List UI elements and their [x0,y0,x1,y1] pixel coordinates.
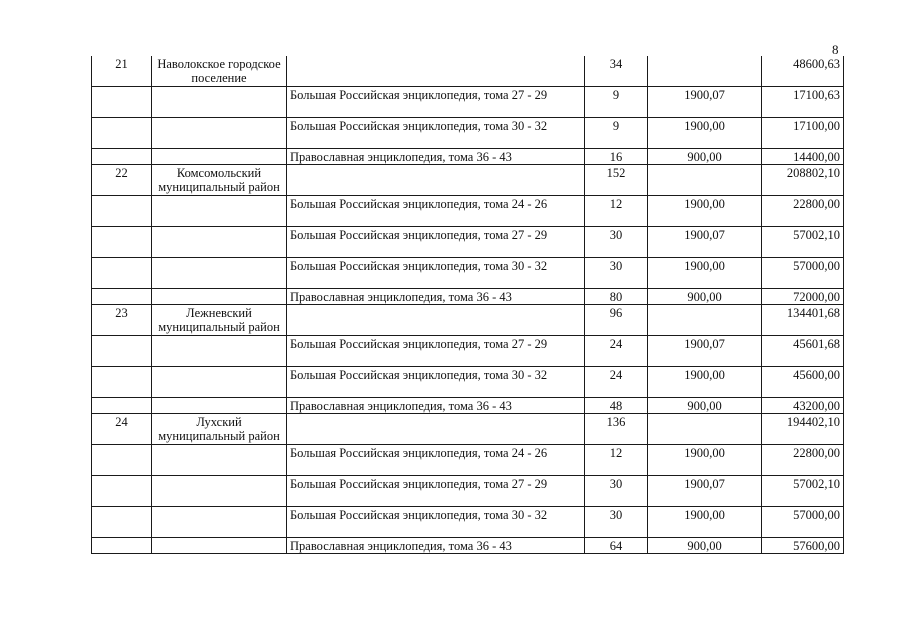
sum-cell: 17100,00 [762,118,844,149]
row-number-cell: 24 [92,414,152,445]
price-cell: 900,00 [648,398,762,414]
row-number-cell [92,258,152,289]
recipient-name-cell [152,507,287,538]
quantity-cell: 136 [585,414,648,445]
sum-cell: 17100,63 [762,87,844,118]
row-number-cell [92,476,152,507]
recipient-name-cell [152,196,287,227]
row-number-cell [92,538,152,554]
sum-cell: 57600,00 [762,538,844,554]
quantity-cell: 34 [585,56,648,87]
recipient-name-cell [152,87,287,118]
table-group-row [92,414,844,445]
quantity-cell: 30 [585,476,648,507]
recipient-name-cell [152,476,287,507]
sum-cell: 43200,00 [762,398,844,414]
edition-title-cell: Большая Российская энциклопедия, тома 30 - 32 [287,367,585,398]
price-cell [648,56,762,87]
price-cell [648,305,762,336]
edition-title-cell: Большая Российская энциклопедия, тома 24 - 26 [287,196,585,227]
table-group-row [92,305,844,336]
price-cell: 900,00 [648,149,762,165]
row-number-cell: 21 [92,56,152,87]
table-row [92,507,844,538]
quantity-cell: 12 [585,445,648,476]
quantity-cell: 12 [585,196,648,227]
price-cell: 1900,07 [648,87,762,118]
quantity-cell: 9 [585,118,648,149]
price-cell: 900,00 [648,289,762,305]
row-number-cell [92,87,152,118]
price-cell: 1900,00 [648,507,762,538]
price-cell: 1900,00 [648,445,762,476]
recipient-name-cell [152,227,287,258]
price-cell: 1900,00 [648,258,762,289]
edition-title-cell: Большая Российская энциклопедия, тома 27 - 29 [287,336,585,367]
row-number-cell [92,149,152,165]
row-number-cell [92,336,152,367]
edition-title-cell: Большая Российская энциклопедия, тома 27 - 29 [287,87,585,118]
quantity-cell: 80 [585,289,648,305]
recipient-name-cell: Комсомольский муниципальный район [152,165,287,196]
table-row [92,149,844,165]
price-cell [648,414,762,445]
table-row [92,87,844,118]
row-number-cell: 23 [92,305,152,336]
table-row [92,196,844,227]
sum-cell: 45600,00 [762,367,844,398]
row-number-cell [92,445,152,476]
edition-title-cell: Большая Российская энциклопедия, тома 30 - 32 [287,118,585,149]
table-row [92,398,844,414]
price-cell: 1900,00 [648,367,762,398]
sum-cell: 208802,10 [762,165,844,196]
sum-cell: 57002,10 [762,476,844,507]
recipient-name-cell: Лежневский муниципальный район [152,305,287,336]
table-row [92,258,844,289]
price-cell: 1900,00 [648,196,762,227]
recipient-name-cell [152,258,287,289]
table-group-row [92,56,844,87]
page-number: 8 [832,42,839,57]
sum-cell: 45601,68 [762,336,844,367]
table-row [92,538,844,554]
price-cell: 1900,07 [648,476,762,507]
distribution-table [91,56,844,554]
table-row [92,118,844,149]
recipient-name-cell [152,445,287,476]
quantity-cell: 48 [585,398,648,414]
recipient-name-cell [152,118,287,149]
quantity-cell: 30 [585,227,648,258]
edition-title-cell: Большая Российская энциклопедия, тома 30 - 32 [287,507,585,538]
recipient-name-cell [152,149,287,165]
price-cell [648,165,762,196]
quantity-cell: 96 [585,305,648,336]
table-group-row [92,165,844,196]
quantity-cell: 30 [585,507,648,538]
row-number-cell [92,398,152,414]
quantity-cell: 64 [585,538,648,554]
quantity-cell: 152 [585,165,648,196]
sum-cell: 14400,00 [762,149,844,165]
edition-title-cell [287,414,585,445]
edition-title-cell: Православная энциклопедия, тома 36 - 43 [287,149,585,165]
recipient-name-cell [152,398,287,414]
table-row [92,445,844,476]
quantity-cell: 30 [585,258,648,289]
sum-cell: 57000,00 [762,258,844,289]
edition-title-cell: Православная энциклопедия, тома 36 - 43 [287,289,585,305]
recipient-name-cell [152,289,287,305]
edition-title-cell [287,165,585,196]
sum-cell: 194402,10 [762,414,844,445]
row-number-cell [92,289,152,305]
table-row [92,336,844,367]
sum-cell: 22800,00 [762,445,844,476]
price-cell: 1900,00 [648,118,762,149]
sum-cell: 57000,00 [762,507,844,538]
edition-title-cell: Православная энциклопедия, тома 36 - 43 [287,398,585,414]
row-number-cell [92,367,152,398]
recipient-name-cell [152,336,287,367]
quantity-cell: 24 [585,367,648,398]
table-row [92,227,844,258]
table-row [92,367,844,398]
edition-title-cell: Большая Российская энциклопедия, тома 27 - 29 [287,227,585,258]
table-row [92,476,844,507]
table-row [92,289,844,305]
sum-cell: 22800,00 [762,196,844,227]
recipient-name-cell [152,538,287,554]
edition-title-cell: Большая Российская энциклопедия, тома 24 - 26 [287,445,585,476]
row-number-cell: 22 [92,165,152,196]
row-number-cell [92,118,152,149]
recipient-name-cell [152,367,287,398]
edition-title-cell [287,56,585,87]
edition-title-cell: Православная энциклопедия, тома 36 - 43 [287,538,585,554]
sum-cell: 57002,10 [762,227,844,258]
row-number-cell [92,196,152,227]
quantity-cell: 16 [585,149,648,165]
recipient-name-cell: Лухский муниципальный район [152,414,287,445]
edition-title-cell: Большая Российская энциклопедия, тома 27 - 29 [287,476,585,507]
sum-cell: 48600,63 [762,56,844,87]
edition-title-cell: Большая Российская энциклопедия, тома 30 - 32 [287,258,585,289]
sum-cell: 134401,68 [762,305,844,336]
price-cell: 1900,07 [648,227,762,258]
row-number-cell [92,507,152,538]
quantity-cell: 9 [585,87,648,118]
price-cell: 900,00 [648,538,762,554]
quantity-cell: 24 [585,336,648,367]
price-cell: 1900,07 [648,336,762,367]
edition-title-cell [287,305,585,336]
row-number-cell [92,227,152,258]
recipient-name-cell: Наволокское городское поселение [152,56,287,87]
sum-cell: 72000,00 [762,289,844,305]
